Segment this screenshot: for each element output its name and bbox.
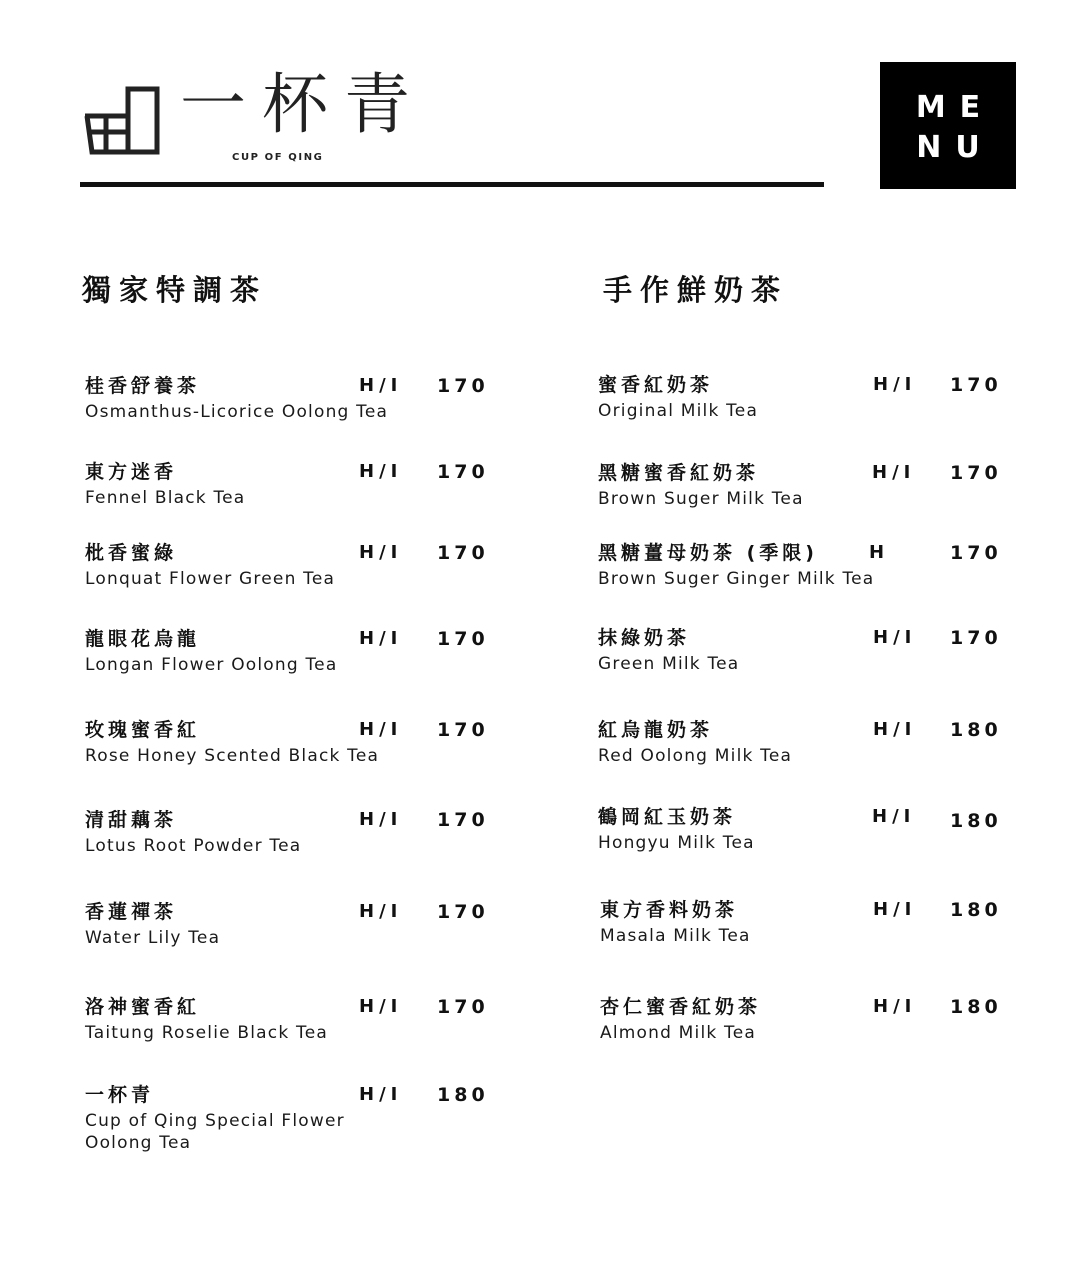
item-price: 180 (437, 1084, 489, 1106)
item-price: 170 (950, 542, 1002, 564)
item-price: 170 (437, 542, 489, 564)
item-price: 170 (437, 461, 489, 483)
item-name-zh: 洛神蜜香紅 (85, 996, 201, 1018)
item-name-zh: 杏仁蜜香紅奶茶 (600, 996, 762, 1018)
item-temperature: H/I (359, 1084, 403, 1105)
menu-badge-line-1: ME (915, 90, 995, 125)
item-temperature: H/I (873, 719, 917, 740)
item-temperature: H/I (359, 461, 403, 482)
item-name-en: Hongyu Milk Tea (598, 833, 755, 853)
item-name-en: Lotus Root Powder Tea (85, 836, 302, 856)
item-name-en: Taitung Roselie Black Tea (85, 1023, 328, 1043)
menu-badge (880, 62, 1016, 189)
item-name-en: Red Oolong Milk Tea (598, 746, 793, 766)
item-temperature: H/I (873, 374, 917, 395)
item-temperature: H/I (359, 719, 403, 740)
item-name-zh: 紅烏龍奶茶 (598, 719, 714, 741)
header-divider (80, 182, 824, 187)
item-name-zh: 桂香舒養茶 (85, 375, 201, 397)
cup-logo-icon (82, 86, 160, 156)
item-temperature: H/I (359, 375, 403, 396)
item-price: 170 (437, 996, 489, 1018)
item-temperature: H (869, 542, 890, 563)
item-price: 170 (437, 901, 489, 923)
item-name-en: Lonquat Flower Green Tea (85, 569, 336, 589)
item-name-zh: 香蓮禪茶 (85, 901, 178, 923)
item-name-en: Water Lily Tea (85, 928, 221, 948)
item-temperature: H/I (359, 628, 403, 649)
item-price: 170 (950, 374, 1002, 396)
item-price: 180 (950, 719, 1002, 741)
item-name-zh: 一杯青 (85, 1084, 155, 1106)
item-price: 170 (437, 628, 489, 650)
item-name-zh: 抹綠奶茶 (598, 627, 691, 649)
brand-logo-text: 一杯青 (180, 66, 426, 143)
item-price: 170 (437, 375, 489, 397)
item-name-zh: 蜜香紅奶茶 (598, 374, 714, 396)
item-name-zh: 鶴岡紅玉奶茶 (598, 806, 737, 828)
item-temperature: H/I (359, 542, 403, 563)
item-temperature: H/I (872, 462, 916, 483)
section-title-specialty-tea: 獨家特調茶 (82, 273, 268, 307)
item-name-en: Rose Honey Scented Black Tea (85, 746, 380, 766)
item-name-en-line-2: Oolong Tea (85, 1133, 192, 1153)
item-name-en: Brown Suger Milk Tea (598, 489, 804, 509)
item-price: 180 (950, 899, 1002, 921)
item-name-zh: 枇香蜜綠 (85, 542, 178, 564)
item-name-en: Osmanthus-Licorice Oolong Tea (85, 402, 389, 422)
item-temperature: H/I (873, 996, 917, 1017)
menu-badge-line-2: NU (916, 130, 994, 165)
item-name-zh: 黑糖薑母奶茶 (季限) (598, 542, 818, 564)
item-price: 170 (950, 462, 1002, 484)
item-name-zh: 龍眼花烏龍 (85, 628, 201, 650)
item-temperature: H/I (873, 899, 917, 920)
item-name-en: Green Milk Tea (598, 654, 740, 674)
item-name-en: Longan Flower Oolong Tea (85, 655, 338, 675)
item-name-en: Original Milk Tea (598, 401, 759, 421)
item-name-zh: 清甜藕茶 (85, 809, 178, 831)
item-price: 170 (437, 809, 489, 831)
item-price: 180 (950, 810, 1002, 832)
item-name-zh: 東方迷香 (85, 461, 178, 483)
item-name-en: Almond Milk Tea (600, 1023, 757, 1043)
item-price: 180 (950, 996, 1002, 1018)
item-name-zh: 東方香料奶茶 (600, 899, 739, 921)
item-temperature: H/I (359, 809, 403, 830)
item-temperature: H/I (359, 996, 403, 1017)
item-price: 170 (950, 627, 1002, 649)
item-temperature: H/I (873, 627, 917, 648)
item-temperature: H/I (359, 901, 403, 922)
item-name-en: Masala Milk Tea (600, 926, 751, 946)
item-name-en: Fennel Black Tea (85, 488, 246, 508)
item-name-en: Brown Suger Ginger Milk Tea (598, 569, 875, 589)
item-name-zh: 玫瑰蜜香紅 (85, 719, 201, 741)
item-name-zh: 黑糖蜜香紅奶茶 (598, 462, 760, 484)
item-name-en: Cup of Qing Special Flower (85, 1111, 345, 1131)
item-temperature: H/I (872, 806, 916, 827)
section-title-milk-tea: 手作鮮奶茶 (603, 273, 789, 307)
item-price: 170 (437, 719, 489, 741)
brand-subtitle: CUP OF QING (232, 152, 324, 163)
